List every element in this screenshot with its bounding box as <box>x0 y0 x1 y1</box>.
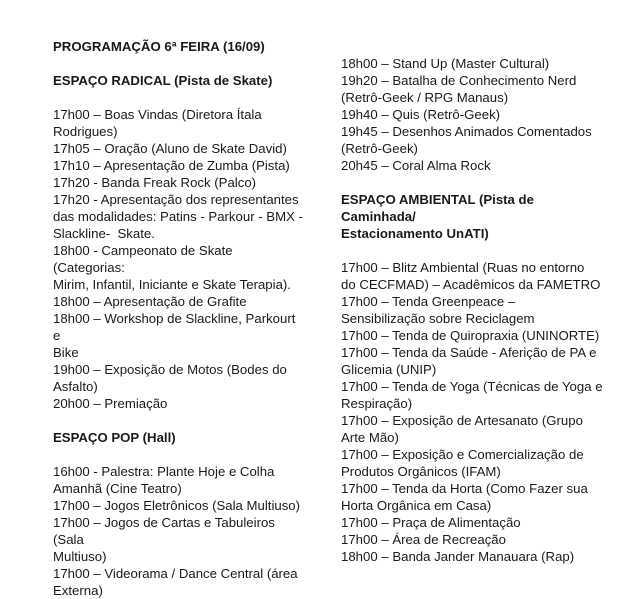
schedule-line: Horta Orgânica em Casa) <box>341 498 492 513</box>
section-heading-ambiental: ESPAÇO AMBIENTAL (Pista de Caminhada/ <box>341 192 538 224</box>
schedule-line: 17h00 – Praça de Alimentação <box>341 515 521 530</box>
left-column <box>53 38 303 599</box>
schedule-line: 19h45 – Desenhos Animados Comentados <box>341 124 592 139</box>
section-heading-radical: ESPAÇO RADICAL (Pista de Skate) <box>53 73 273 88</box>
schedule-line: Glicemia (UNIP) <box>341 362 437 377</box>
schedule-line: 18h00 – Apresentação de Grafite <box>53 294 247 309</box>
schedule-line: 17h00 – Blitz Ambiental (Ruas no entorno <box>341 260 585 275</box>
page-title: PROGRAMAÇÃO 6ª FEIRA (16/09) <box>53 39 265 54</box>
schedule-line: 17h20 - Apresentação dos representantes <box>53 192 299 207</box>
schedule-line: das modalidades: Patins - Parkour - BMX - <box>53 209 303 224</box>
schedule-line: 17h00 – Exposição e Comercialização de <box>341 447 584 462</box>
schedule-line: Sensibilização sobre Reciclagem <box>341 311 535 326</box>
schedule-line: 19h20 – Batalha de Conhecimento Nerd <box>341 73 577 88</box>
schedule-line: (Retrô-Geek / RPG Manaus) <box>341 90 509 105</box>
schedule-line: 16h00 - Palestra: Plante Hoje e Colha <box>53 464 275 479</box>
schedule-line: 17h00 – Tenda Greenpeace – <box>341 294 516 309</box>
schedule-line: 18h00 – Workshop de Slackline, Parkourt e <box>53 311 300 343</box>
schedule-line: Arte Mão) <box>341 430 399 445</box>
section-heading-ambiental-cont: Estacionamento UnATI) <box>341 226 489 241</box>
schedule-line: 17h00 – Tenda de Yoga (Técnicas de Yoga e <box>341 379 603 394</box>
schedule-line: Produtos Orgânicos (IFAM) <box>341 464 501 479</box>
section-heading-pop: ESPAÇO POP (Hall) <box>53 430 176 445</box>
right-column <box>341 55 606 565</box>
schedule-line: 17h20 - Banda Freak Rock (Palco) <box>53 175 257 190</box>
schedule-line: 17h00 – Tenda da Horta (Como Fazer sua <box>341 481 588 496</box>
schedule-line: Externa) <box>53 583 103 598</box>
radical-schedule <box>53 106 303 412</box>
ambiental-schedule <box>341 259 606 565</box>
schedule-line: 20h00 – Premiação <box>53 396 168 411</box>
schedule-line: Slackline- Skate. <box>53 226 155 241</box>
pop-schedule <box>53 463 303 599</box>
schedule-line: 17h00 – Tenda de Quiropraxia (UNINORTE) <box>341 328 600 343</box>
schedule-line: 17h00 – Jogos de Cartas e Tabuleiros (Sala <box>53 515 279 547</box>
spacer <box>341 174 606 191</box>
schedule-line: 19h40 – Quis (Retrô-Geek) <box>341 107 501 122</box>
schedule-line: 17h05 – Oração (Aluno de Skate David) <box>53 141 287 156</box>
schedule-line: 18h00 – Stand Up (Master Cultural) <box>341 56 550 71</box>
spacer <box>341 242 606 259</box>
schedule-line: Multiuso) <box>53 549 107 564</box>
schedule-line: (Retrô-Geek) <box>341 141 418 156</box>
spacer <box>53 89 303 106</box>
schedule-line: Asfalto) <box>53 379 98 394</box>
schedule-line: 19h00 – Exposição de Motos (Bodes do <box>53 362 287 377</box>
schedule-line: 18h00 – Banda Jander Manauara (Rap) <box>341 549 575 564</box>
schedule-line: Rodrigues) <box>53 124 118 139</box>
schedule-line: 17h00 – Jogos Eletrônicos (Sala Multiuso) <box>53 498 301 513</box>
schedule-line: 17h00 – Videorama / Dance Central (área <box>53 566 298 581</box>
schedule-line: 18h00 - Campeonato de Skate (Categorias: <box>53 243 237 275</box>
spacer <box>53 412 303 429</box>
schedule-line: 17h00 – Boas Vindas (Diretora Ítala <box>53 107 262 122</box>
schedule-line: Respiração) <box>341 396 413 411</box>
spacer <box>53 55 303 72</box>
schedule-line: 17h10 – Apresentação de Zumba (Pista) <box>53 158 290 173</box>
schedule-line: Mirim, Infantil, Iniciante e Skate Terapia). <box>53 277 291 292</box>
spacer <box>53 446 303 463</box>
schedule-line: 17h00 – Área de Recreação <box>341 532 506 547</box>
schedule-line: Bike <box>53 345 79 360</box>
schedule-line: Amanhã (Cine Teatro) <box>53 481 182 496</box>
schedule-line: do CECFMAD) – Acadêmicos da FAMETRO <box>341 277 601 292</box>
pop-schedule-continued <box>341 55 606 174</box>
schedule-line: 17h00 – Tenda da Saúde - Aferição de PA e <box>341 345 597 360</box>
schedule-line: 20h45 – Coral Alma Rock <box>341 158 491 173</box>
schedule-line: 17h00 – Exposição de Artesanato (Grupo <box>341 413 583 428</box>
